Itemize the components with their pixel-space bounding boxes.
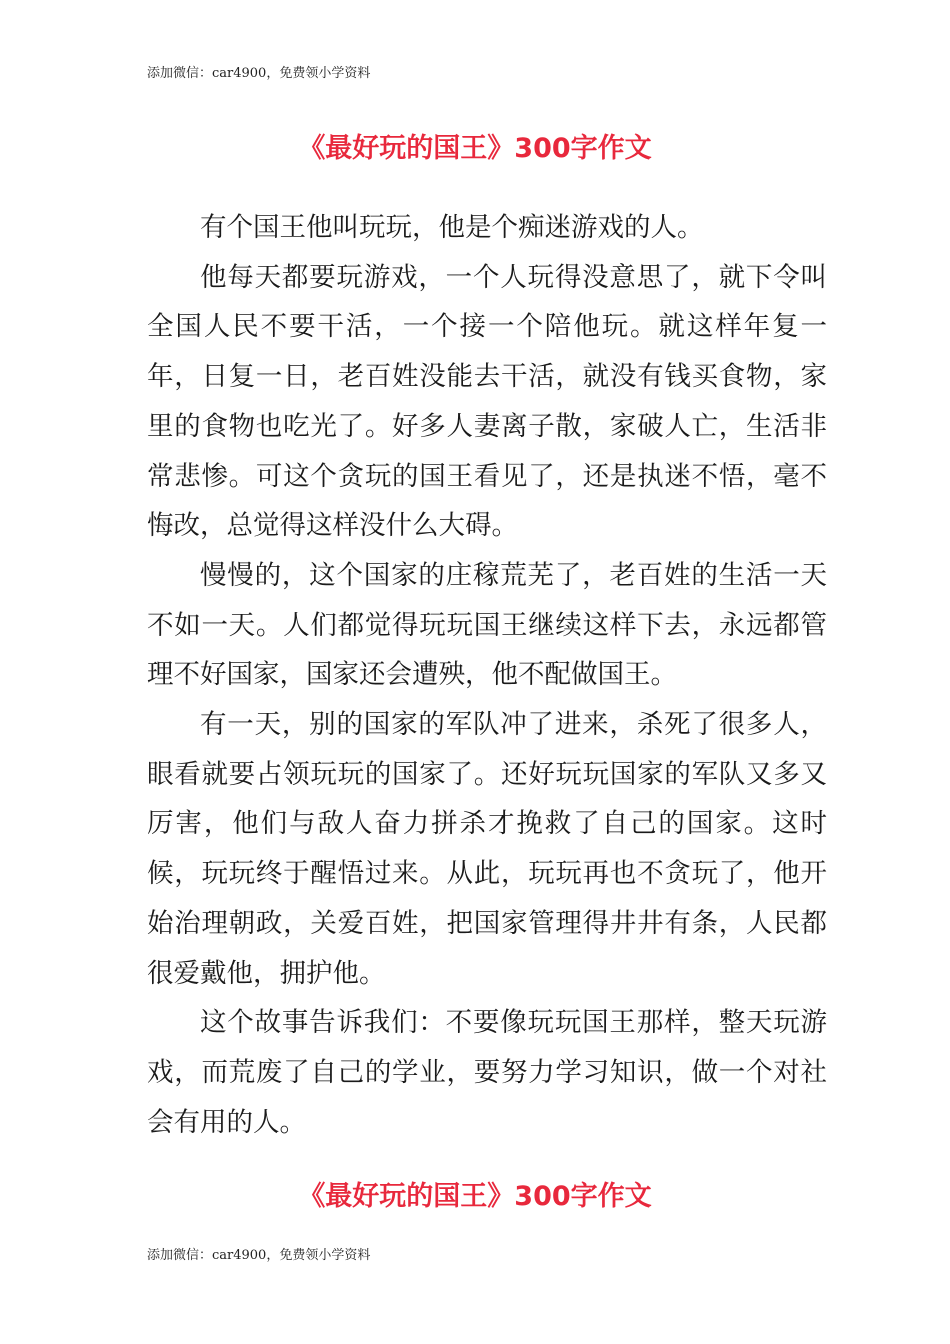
paragraph-5: 这个故事告诉我们：不要像玩玩国王那样，整天玩游戏，而荒废了自己的学业，要努力学习知识，做一个对社会有用的人。 [147,1007,827,1138]
paragraph-4: 有一天，别的国家的军队冲了进来，杀死了很多人，眼看就要占领玩玩的国家了。还好玩玩国家的军队又多又厉害，他们与敌人奋力拼杀才挽救了自己的国家。这时候，玩玩终于醒悟过来。从此，玩玩再也不贪玩了，他开始治理朝政，关爱百姓，把国家管理得井井有条，人民都很爱戴他，拥护他。 [147,709,827,989]
document-title: 《最好玩的国王》300字作文 [298,133,652,164]
repeat-title: 《最好玩的国王》300字作文 [298,1181,652,1212]
footer-watermark: 添加微信：car4900，免费领小学资料 [147,1248,371,1263]
paragraph-1: 有个国王他叫玩玩，他是个痴迷游戏的人。 [200,212,704,243]
document-body [147,203,827,1147]
paragraph-2: 他每天都要玩游戏，一个人玩得没意思了，就下令叫全国人民不要干活，一个接一个陪他玩。就这样年复一年，日复一日，老百姓没能去干活，就没有钱买食物，家里的食物也吃光了。好多人妻离子散，家破人亡，生活非常悲惨。可这个贪玩的国王看见了，还是执迷不悟，毫不悔改，总觉得这样没什么大碍。 [147,261,827,542]
header-watermark: 添加微信：car4900，免费领小学资料 [147,66,371,81]
paragraph-3: 慢慢的，这个国家的庄稼荒芜了，老百姓的生活一天不如一天。人们都觉得玩玩国王继续这样下去，永远都管理不好国家，国家还会遭殃，他不配做国王。 [147,559,827,691]
